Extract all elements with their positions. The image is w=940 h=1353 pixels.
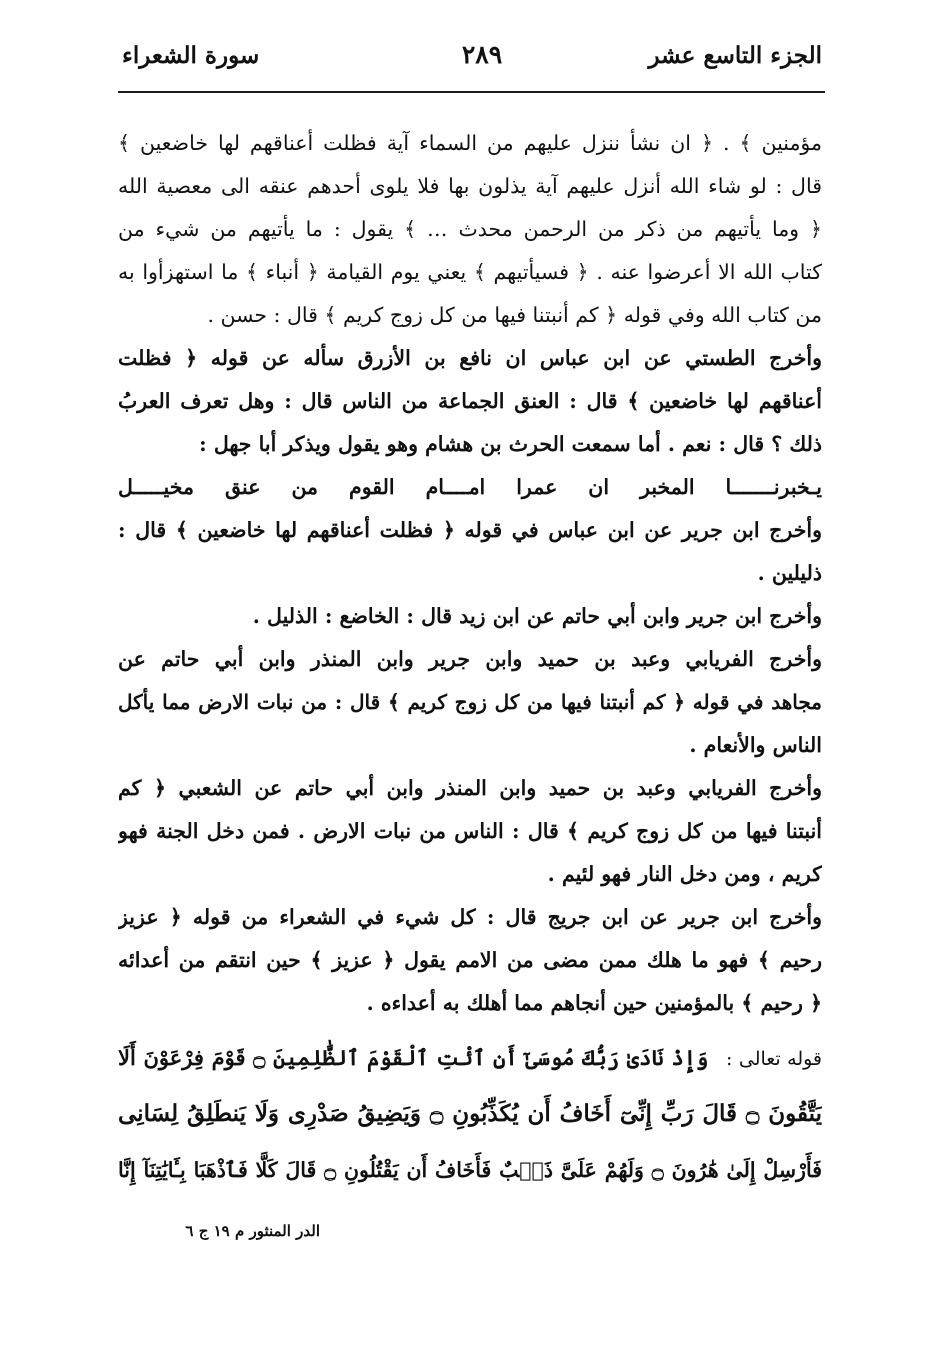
juz-title: الجزء التاسع عشر (648, 42, 822, 69)
text-line: وأخرج الطستي عن ابن عباس ان نافع بن الأزرق سأله عن قوله ﴿ فظلت (118, 346, 822, 370)
text-line: قال : لو شاء الله أنزل عليهم آية يذلون بها فلا يلوى أحدهم عنقه الى معصية الله (118, 174, 822, 198)
text-line: أنبتنا فيها من كل زوج كريم ﴾ قال : الناس من نبات الارض . فمن دخل الجنة فهو (118, 819, 822, 843)
text-line: كريم ، ومن دخل النار فهو لئيم . (547, 862, 822, 886)
text-line: ذلك ؟ قال : نعم . أما سمعت الحرث بن هشام وهو يقول ويذكر أبا جهل : (199, 432, 822, 456)
text-line: من كتاب الله وفي قوله ﴿ كم أنبتنا فيها من كل زوج كريم ﴾ قال : حسن . (207, 303, 822, 327)
page-number: ٢٨٩ (461, 40, 503, 69)
text-line: مجاهد في قوله ﴿ كم أنبتنا فيها من كل زوج كريم ﴾ قال : من نبات الارض مما يأكل (118, 690, 822, 714)
header-rule (118, 91, 825, 93)
surah-title: سورة الشعراء (122, 42, 260, 69)
text-line: أعناقهم لها خاضعين ﴾ قال : العنق الجماعة من الناس قال : وهل تعرف العربُ (118, 389, 822, 413)
text-line: رحيم ﴾ فهو ما هلك ممن مضى من الامم يقول ﴿ عزيز ﴾ حين انتقم من أعدائه (118, 948, 822, 972)
page-header (122, 40, 822, 82)
text-line: وأخرج ابن جرير عن ابن جريج قال : كل شيء في الشعراء من قوله ﴿ عزيز (118, 905, 822, 929)
text-line: ذليلين . (757, 561, 822, 585)
quran-line: فَأَرْسِلْ إِلَىٰ هَٰرُونَ ۝ وَلَهُمْ عَلَىَّ ذَنۢبٌ فَأَخَافُ أَن يَقْتُلُونِ ۝ قَالَ كَلَّا فَٱذْهَبَا بِـَٔايَٰتِنَآ إِنَّا (118, 1158, 822, 1182)
quran-text: وَإِذْ نَادَىٰ رَبُّكَ مُوسَىٰٓ أَنِ ٱئْتِ ٱلْقَوْمَ ٱلظَّٰلِمِينَ ۝ قَوْمَ فِرْعَوْنَ أَلَا (118, 1045, 709, 1070)
printer-signature: الدر المنثور م ١٩ ج ٦ (185, 1222, 320, 1240)
text-line: ﴿ رحيم ﴾ بالمؤمنين حين أنجاهم مما أهلك به أعداءه . (366, 991, 822, 1015)
quran-verses (118, 1030, 822, 1198)
text-line: ﴿ وما يأتيهم من ذكر من الرحمن محدث … ﴾ يقول : ما يأتيهم من شيء من (118, 217, 822, 241)
text-line: وأخرج الفريابي وعبد بن حميد وابن جرير وابن المنذر وابن أبي حاتم عن (118, 647, 822, 671)
text-line: وأخرج ابن جرير وابن أبي حاتم عن ابن زيد قال : الخاضع : الذليل . (252, 604, 822, 628)
text-line: مؤمنين ﴾ . ﴿ ان نشأ ننزل عليهم من السماء آية فظلت أعناقهم لها خاضعين ﴾ (118, 131, 822, 155)
poetry-line: يـخبرنـــــــا المخبر ان عمرا امــــام القوم من عنق مخيـــــل (118, 475, 822, 499)
text-line: الناس والأنعام . (689, 733, 822, 757)
text-line: وأخرج ابن جرير عن ابن عباس في قوله ﴿ فظلت أعناقهم لها خاضعين ﴾ قال : (118, 518, 822, 542)
text-line: كتاب الله الا أعرضوا عنه . ﴿ فسيأتيهم ﴾ يعني يوم القيامة ﴿ أنباء ﴾ ما استهزأوا به (118, 260, 822, 284)
body-text (118, 122, 822, 1025)
text-line: وأخرج الفريابي وعبد بن حميد وابن المنذر وابن أبي حاتم عن الشعبي ﴿ كم (118, 776, 822, 800)
verse-intro-label: قوله تعالى : (726, 1048, 822, 1070)
quran-line: يَتَّقُونَ ۝ قَالَ رَبِّ إِنِّىٓ أَخَافُ أَن يُكَذِّبُونِ ۝ وَيَضِيقُ صَدْرِى وَلَا يَنطَلِقُ لِسَانِى (118, 1100, 822, 1127)
quran-line (118, 1030, 822, 1086)
